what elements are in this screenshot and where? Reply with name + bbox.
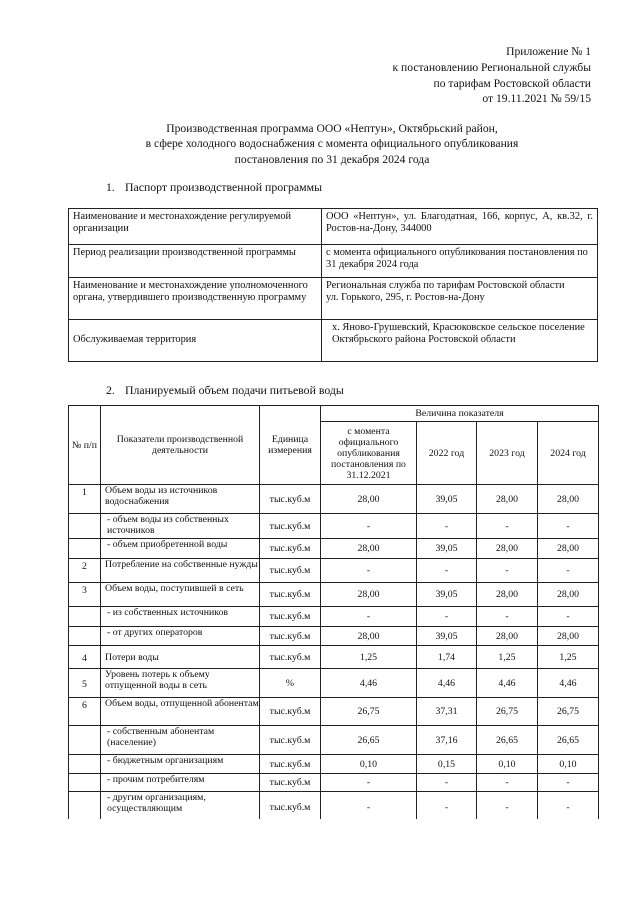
row-value: -	[321, 514, 417, 539]
value-line: х. Яново-Грушевский, Красюковское сельское поселение Октябрьского района Ростовской области	[332, 322, 585, 346]
row-unit: тыс.куб.м	[260, 726, 321, 755]
section-2-heading	[106, 383, 344, 398]
volume-table	[68, 405, 599, 824]
row-label: - другим организациям, осуществляющим	[101, 792, 260, 824]
row-value: -	[477, 559, 538, 583]
row-value: 26,65	[321, 726, 417, 755]
header-period: 2022 год	[417, 422, 477, 485]
row-value: -	[477, 792, 538, 824]
row-value: 28,00	[321, 539, 417, 559]
row-value: 26,65	[538, 726, 599, 755]
value-line: Региональная служба по тарифам Ростовской области	[326, 280, 565, 291]
table-row	[69, 646, 599, 669]
row-value: -	[538, 514, 599, 539]
row-value: -	[477, 774, 538, 792]
header-indicator: Показатели производственной деятельности	[101, 406, 260, 485]
row-value: 4,46	[477, 669, 538, 698]
document-title	[60, 121, 604, 167]
row-num	[69, 607, 101, 627]
row-value: 39,05	[417, 539, 477, 559]
row-value: 28,00	[477, 485, 538, 514]
appendix-line: по тарифам Ростовской области	[433, 76, 591, 90]
table-row	[69, 698, 599, 726]
row-value: 1,25	[321, 646, 417, 669]
row-unit: тыс.куб.м	[260, 485, 321, 514]
row-value: 26,75	[321, 698, 417, 726]
row-label: Объем воды, поступившей в сеть	[101, 583, 260, 607]
appendix-line: Приложение № 1	[506, 45, 591, 58]
passport-table	[68, 208, 598, 362]
row-value: 28,00	[538, 485, 599, 514]
row-value: 0,15	[417, 755, 477, 774]
table-row	[69, 669, 599, 698]
row-value: 28,00	[321, 627, 417, 646]
row-unit: тыс.куб.м	[260, 646, 321, 669]
row-value: -	[321, 774, 417, 792]
section-title: Паспорт производственной программы	[124, 180, 322, 194]
row-num: 5	[69, 669, 101, 698]
row-value: 0,10	[477, 755, 538, 774]
row-unit: тыс.куб.м	[260, 792, 321, 824]
row-value: 1,74	[417, 646, 477, 669]
row-label: - собственным абонентам (население)	[101, 726, 260, 755]
row-num	[69, 627, 101, 646]
section-title: Планируемый объем подачи питьевой воды	[124, 383, 344, 397]
row-value: -	[538, 607, 599, 627]
row-label: Уровень потерь к объему отпущенной воды в сеть	[101, 669, 260, 698]
header-period: с момента официального опубликования постановления по 31.12.2021	[321, 422, 417, 485]
page-cut-overlay	[0, 819, 640, 905]
row-value: -	[417, 514, 477, 539]
row-value: 39,05	[417, 627, 477, 646]
passport-label: Обслуживаемая территория	[69, 320, 322, 362]
passport-row	[69, 278, 598, 320]
row-value: -	[538, 559, 599, 583]
table-row	[69, 607, 599, 627]
row-num	[69, 755, 101, 774]
row-value: 28,00	[321, 485, 417, 514]
row-num	[69, 539, 101, 559]
passport-value	[322, 245, 598, 278]
row-value: 28,00	[477, 539, 538, 559]
table-row	[69, 726, 599, 755]
row-value: -	[477, 514, 538, 539]
row-num: 4	[69, 646, 101, 669]
row-value: -	[321, 792, 417, 824]
table-row	[69, 539, 599, 559]
row-unit: тыс.куб.м	[260, 755, 321, 774]
row-value: 39,05	[417, 583, 477, 607]
passport-label: Период реализации производственной программы	[69, 245, 322, 278]
title-line: Производственная программа ООО «Нептун», Октябрьский район,	[166, 122, 498, 135]
passport-value	[322, 209, 598, 245]
row-value: 26,75	[538, 698, 599, 726]
row-value: 28,00	[321, 583, 417, 607]
row-value: 37,31	[417, 698, 477, 726]
passport-row	[69, 320, 598, 362]
row-unit: тыс.куб.м	[260, 539, 321, 559]
appendix-header	[393, 44, 592, 107]
row-label: - от других операторов	[101, 627, 260, 646]
header-period: 2023 год	[477, 422, 538, 485]
row-value: 37,16	[417, 726, 477, 755]
title-line: постановления по 31 декабря 2024 года	[234, 152, 430, 166]
row-label: - бюджетным организациям	[101, 755, 260, 774]
row-value: -	[417, 559, 477, 583]
passport-label: Наименование и местонахождение регулируемой организации	[69, 209, 322, 245]
row-unit: тыс.куб.м	[260, 514, 321, 539]
row-label: Объем воды, отпущенной абонентам	[101, 698, 260, 726]
row-value: -	[538, 792, 599, 824]
row-value: 0,10	[538, 755, 599, 774]
row-value: 0,10	[321, 755, 417, 774]
table-row	[69, 583, 599, 607]
row-value: 4,46	[538, 669, 599, 698]
header-num: № п/п	[69, 406, 101, 485]
row-label: - прочим потребителям	[101, 774, 260, 792]
value-line: с момента официального опубликования постановления по 31 декабря 2024 года	[326, 247, 588, 271]
row-value: -	[321, 559, 417, 583]
row-value: 4,46	[321, 669, 417, 698]
row-num: 6	[69, 698, 101, 726]
row-label: - из собственных источников	[101, 607, 260, 627]
row-label: Потери воды	[101, 646, 260, 669]
title-line: в сфере холодного водоснабжения с момента официального опубликования	[145, 137, 519, 151]
row-value: -	[477, 607, 538, 627]
row-unit: %	[260, 669, 321, 698]
appendix-line: к постановлению Региональной службы	[392, 60, 591, 74]
header-unit: Единица измерения	[260, 406, 321, 485]
header-row	[69, 406, 599, 422]
row-unit: тыс.куб.м	[260, 607, 321, 627]
passport-row	[69, 245, 598, 278]
row-unit: тыс.куб.м	[260, 559, 321, 583]
header-period: 2024 год	[538, 422, 599, 485]
table-row	[69, 627, 599, 646]
passport-row	[69, 209, 598, 245]
row-value: 28,00	[538, 627, 599, 646]
value-line: ООО «Нептун», ул. Благодатная, 166, корпус, А, кв.32, г. Ростов-на-Дону, 344000	[326, 211, 593, 235]
passport-value	[322, 278, 598, 320]
section-number: 1.	[106, 180, 115, 194]
row-label: - объем приобретенной воды	[101, 539, 260, 559]
row-unit: тыс.куб.м	[260, 774, 321, 792]
table-row	[69, 514, 599, 539]
row-unit: тыс.куб.м	[260, 698, 321, 726]
row-value: 28,00	[538, 583, 599, 607]
row-value: 28,00	[477, 583, 538, 607]
row-num	[69, 726, 101, 755]
row-value: 1,25	[477, 646, 538, 669]
row-num: 1	[69, 485, 101, 514]
row-value: 39,05	[417, 485, 477, 514]
row-num	[69, 514, 101, 539]
row-num	[69, 774, 101, 792]
row-label: - объем воды из собственных источников	[101, 514, 260, 539]
row-num: 3	[69, 583, 101, 607]
row-value: 28,00	[477, 627, 538, 646]
table-row	[69, 755, 599, 774]
row-value: -	[321, 607, 417, 627]
appendix-line: от 19.11.2021 № 59/15	[482, 92, 591, 106]
row-label: Объем воды из источников водоснабжения	[101, 485, 260, 514]
header-value-group: Величина показателя	[321, 406, 599, 422]
passport-label: Наименование и местонахождение уполномоченного органа, утвердившего производственную программу	[69, 278, 322, 320]
row-unit: тыс.куб.м	[260, 583, 321, 607]
row-value: 26,65	[477, 726, 538, 755]
table-row	[69, 559, 599, 583]
row-value: -	[417, 607, 477, 627]
section-number: 2.	[106, 383, 115, 397]
row-unit: тыс.куб.м	[260, 627, 321, 646]
row-value: 28,00	[538, 539, 599, 559]
row-value: 4,46	[417, 669, 477, 698]
row-value: -	[538, 774, 599, 792]
table-row	[69, 485, 599, 514]
value-line: ул. Горького, 295, г. Ростов-на-Дону	[326, 292, 485, 304]
row-value: -	[417, 792, 477, 824]
row-value: 26,75	[477, 698, 538, 726]
row-value: 1,25	[538, 646, 599, 669]
row-value: -	[417, 774, 477, 792]
passport-value	[322, 320, 598, 362]
section-1-heading	[106, 180, 322, 195]
table-row	[69, 774, 599, 792]
row-num: 2	[69, 559, 101, 583]
row-label: Потребление на собственные нужды	[101, 559, 260, 583]
